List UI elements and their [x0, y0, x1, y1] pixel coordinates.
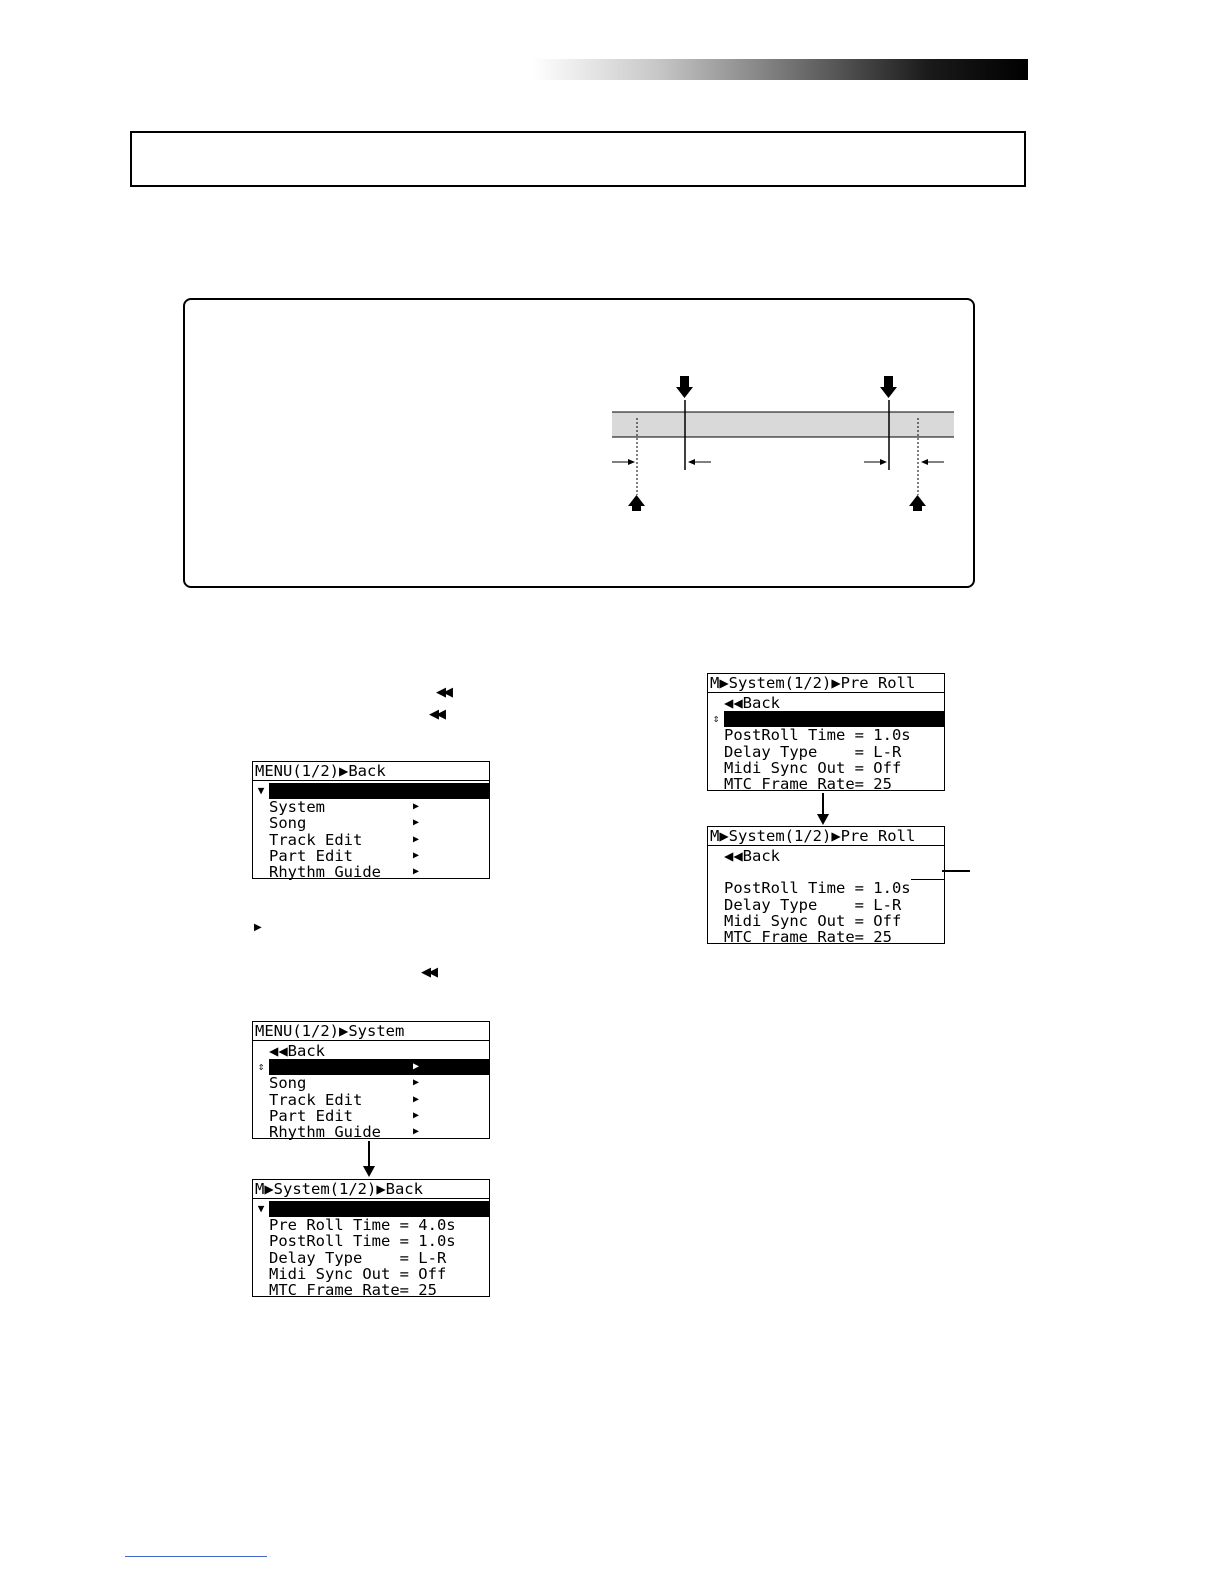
- rewind-icon: ◀◀: [429, 707, 443, 722]
- lcd-menu-item-system[interactable]: [253, 1059, 489, 1075]
- lcd-item-midi-sync-out[interactable]: Midi Sync Out = Off: [724, 759, 902, 776]
- lcd-item-post-roll-time[interactable]: PostRoll Time = 1.0s: [724, 727, 911, 744]
- lcd-item-pre-roll-time[interactable]: Pre Roll Time = 4.0s: [269, 1217, 456, 1234]
- submenu-arrow-icon: ▶: [413, 1125, 420, 1137]
- play-triangle-icon: ▶: [254, 922, 262, 933]
- submenu-arrow-icon: ▶: [413, 833, 420, 845]
- lcd-item-delay-type[interactable]: Delay Type = L-R: [724, 896, 902, 913]
- lcd-menu-item-track-edit[interactable]: Track Edit ▶: [269, 1091, 420, 1108]
- left-arrow-icon: [688, 459, 711, 465]
- submenu-arrow-icon: ▶: [413, 817, 420, 829]
- lcd-title: M▶System(1/2)▶Pre Roll: [708, 827, 944, 846]
- lcd-menu-item-system[interactable]: System ▶: [269, 799, 420, 816]
- lcd-item-pre-roll-time[interactable]: [708, 711, 944, 727]
- scroll-updown-icon: ⇕: [253, 1059, 269, 1075]
- callout-line: [942, 870, 970, 872]
- down-arrow-icon: [676, 376, 693, 398]
- lcd-title: M▶System(1/2)▶Pre Roll: [708, 674, 944, 693]
- lcd-item-back[interactable]: ◀◀Back: [724, 848, 780, 865]
- section-title-box: [130, 131, 1026, 187]
- page-footer-rule: [125, 1556, 267, 1557]
- lcd-item-pre-roll-time[interactable]: [708, 864, 944, 880]
- submenu-arrow-icon: ▶: [413, 849, 420, 861]
- rewind-icon: ◀◀: [436, 685, 450, 700]
- lcd-item-back[interactable]: ◀◀Back: [724, 695, 780, 712]
- rewind-icon: ◀◀: [421, 965, 435, 980]
- lcd-menu-item-song[interactable]: Song ▶: [269, 1075, 420, 1092]
- lcd-item-midi-sync-out[interactable]: Midi Sync Out = Off: [724, 912, 902, 929]
- timeline-band: [612, 412, 954, 437]
- lcd-item-delay-type[interactable]: Delay Type = L-R: [724, 743, 902, 760]
- submenu-arrow-icon: ▶: [413, 1077, 420, 1089]
- lcd-item-midi-sync-out[interactable]: Midi Sync Out = Off: [269, 1265, 447, 1282]
- flow-down-arrow-icon: [368, 1141, 370, 1167]
- down-arrow-icon: [880, 376, 897, 398]
- submenu-arrow-icon: ▶: [413, 1093, 420, 1105]
- lcd-menu-system-screen: [252, 1021, 490, 1139]
- right-arrow-icon: [612, 459, 635, 465]
- submenu-arrow-icon: ▶: [413, 801, 420, 813]
- lcd-item-post-roll-time[interactable]: PostRoll Time = 1.0s: [724, 880, 911, 897]
- lcd-menu-item-back[interactable]: [253, 783, 489, 799]
- lcd-title: MENU(1/2)▶System: [253, 1022, 489, 1041]
- lcd-title: MENU(1/2)▶Back: [253, 762, 489, 781]
- lcd-item-post-roll-time[interactable]: PostRoll Time = 1.0s: [269, 1233, 456, 1250]
- lcd-item-mtc-frame-rate[interactable]: MTC Frame Rate= 25: [724, 775, 892, 793]
- lcd-menu-item-part-edit[interactable]: Part Edit ▶: [269, 847, 420, 864]
- header-gradient-bar: [532, 59, 1028, 80]
- lcd-menu-item-part-edit[interactable]: Part Edit ▶: [269, 1107, 420, 1124]
- lcd-preroll-edit-screen: [707, 826, 945, 944]
- lcd-menu-item-song[interactable]: Song ▶: [269, 815, 420, 832]
- lcd-item-mtc-frame-rate[interactable]: MTC Frame Rate= 25: [724, 928, 892, 946]
- timeline-diagram: [600, 370, 960, 520]
- lcd-title: M▶System(1/2)▶Back: [253, 1180, 489, 1199]
- lcd-menu-item-track-edit[interactable]: Track Edit ▶: [269, 831, 420, 848]
- lcd-item-delay-type[interactable]: Delay Type = L-R: [269, 1249, 447, 1266]
- up-arrow-icon: [909, 495, 926, 511]
- lcd-menu-item-rhythm-guide[interactable]: Rhythm Guide ▶: [269, 1123, 420, 1141]
- lcd-preroll-select-screen: [707, 673, 945, 791]
- scroll-updown-icon: ⇕: [708, 711, 724, 727]
- lcd-menu-item-back[interactable]: ◀◀Back: [269, 1043, 325, 1060]
- left-arrow-icon: [921, 459, 944, 465]
- scroll-down-icon: ▼: [253, 1201, 269, 1217]
- lcd-system-back-screen: [252, 1179, 490, 1297]
- submenu-arrow-icon: ▶: [413, 865, 420, 877]
- submenu-arrow-icon: ▶: [413, 1061, 420, 1073]
- lcd-menu-item-rhythm-guide[interactable]: Rhythm Guide ▶: [269, 863, 420, 881]
- scroll-down-icon: ▼: [253, 783, 269, 799]
- flow-down-arrow-icon: [822, 793, 824, 815]
- lcd-item-mtc-frame-rate[interactable]: MTC Frame Rate= 25: [269, 1281, 437, 1299]
- right-arrow-icon: [864, 459, 887, 465]
- submenu-arrow-icon: ▶: [413, 1109, 420, 1121]
- lcd-item-back[interactable]: [253, 1201, 489, 1217]
- lcd-menu-back-screen: [252, 761, 490, 879]
- up-arrow-icon: [628, 495, 645, 511]
